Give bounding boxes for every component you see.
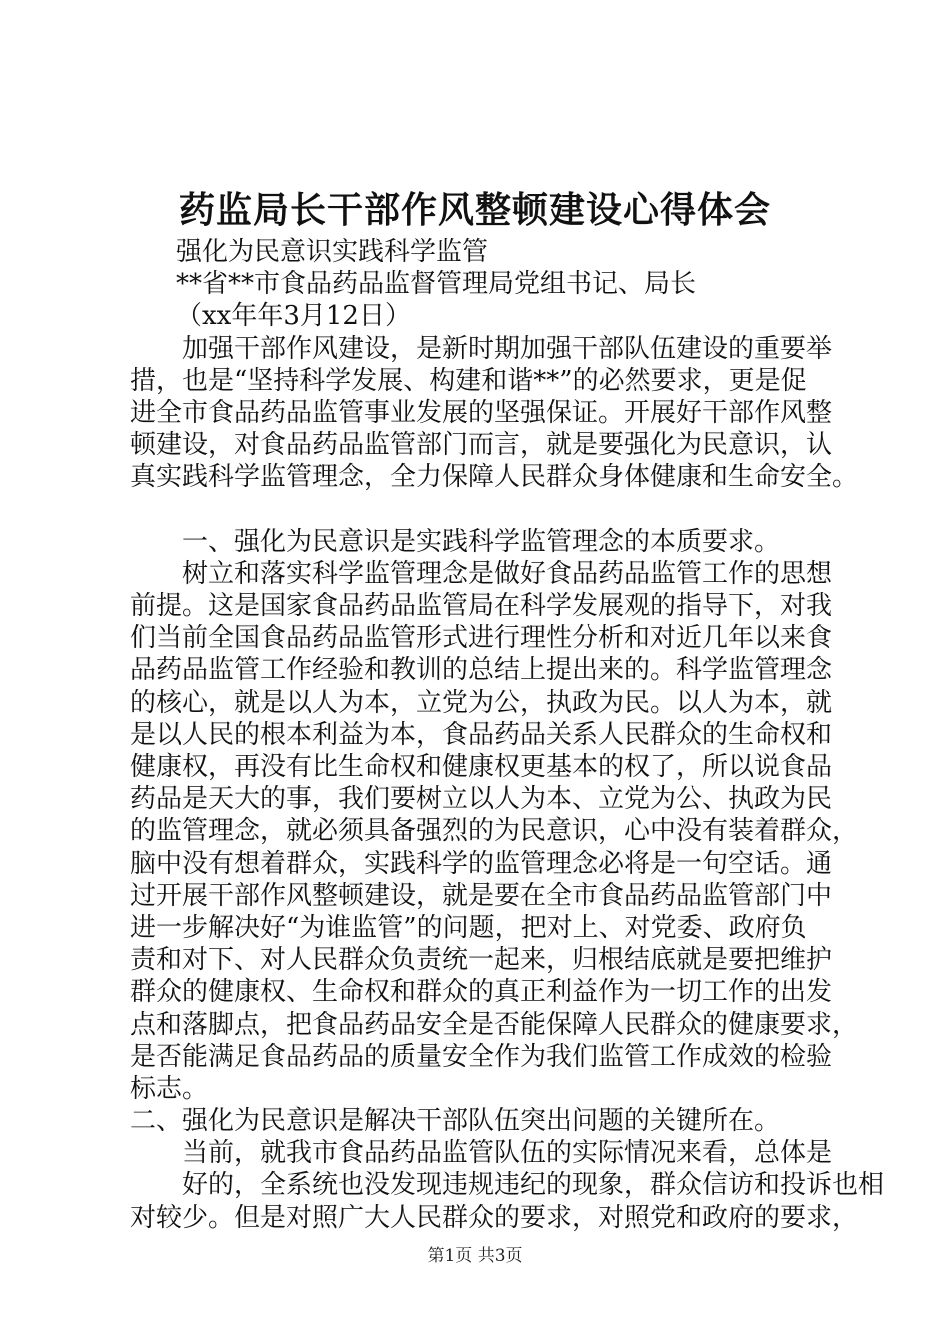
paragraph-line: 顿建设，对食品药品监管部门而言，就是要强化为民意识，认 — [130, 430, 833, 461]
section-heading-2: 当前，就我市食品药品监管队伍的实际情况来看，总体是 — [182, 1138, 833, 1169]
paragraph-line: 措，也是“坚持科学发展、构建和谐**”的必然要求，更是促 — [130, 365, 807, 396]
document-body — [130, 236, 885, 1298]
paragraph-line: 进全市食品药品监管事业发展的坚强保证。开展好干部作风整 — [130, 397, 833, 428]
paragraph-line: 们当前全国食品药品监管形式进行理性分析和对近几年以来食 — [130, 623, 833, 654]
subtitle-line: 强化为民意识实践科学监管 — [176, 237, 489, 267]
paragraph-spacer — [130, 494, 830, 526]
paragraph-line: 责和对下、对人民群众负责统一起来，归根结底就是要把维护 — [130, 945, 833, 976]
paragraph-line: 前提。这是国家食品药品监管局在科学发展观的指导下，对我 — [130, 591, 833, 622]
paragraph-line: 群众的健康权、生命权和群众的真正利益作为一切工作的出发 — [130, 977, 833, 1008]
paragraph-line: 过开展干部作风整顿建设，就是要在全市食品药品监管部门中 — [130, 880, 833, 911]
paragraph-line: 真实践科学监管理念，全力保障人民群众身体健康和生命安全。 — [130, 462, 859, 493]
paragraph-line: 进一步解决好“为谁监管”的问题，把对上、对党委、政府负 — [130, 912, 807, 943]
date-line: （xx年年3月12日） — [176, 301, 411, 332]
paragraph-line: 标志。 — [130, 1073, 209, 1104]
paragraph-line: 是以人民的根本利益为本，食品药品关系人民群众的生命权和 — [130, 719, 833, 750]
paragraph-line: 是否能满足食品药品的质量安全作为我们监管工作成效的检验 — [130, 1041, 833, 1072]
paragraph-line: 二、强化为民意识是解决干部队伍突出问题的关键所在。 — [130, 1106, 781, 1137]
paragraph-line — [130, 1266, 830, 1298]
section-heading-1: 一、强化为民意识是实践科学监管理念的本质要求。 — [182, 526, 781, 557]
paragraph-line: 对较少。但是对照广大人民群众的要求，对照党和政府的要求， — [130, 1202, 859, 1233]
paragraph-line: 树立和落实科学监管理念是做好食品药品监管工作的思想 — [182, 558, 833, 589]
paragraph-line: 的监管理念，就必须具备强烈的为民意识，心中没有装着群众， — [130, 816, 859, 847]
paragraph-line: 健康权，再没有比生命权和健康权更基本的权了，所以说食品 — [130, 752, 833, 782]
author-line: **省**市食品药品监督管理局党组书记、局长 — [176, 269, 697, 300]
paragraph-line: 好的，全系统也没发现违规违纪的现象，群众信访和投诉也相 — [182, 1170, 885, 1201]
paragraph-line: 脑中没有想着群众，实践科学的监管理念必将是一句空话。通 — [130, 848, 833, 879]
paragraph-line: 品药品监管工作经验和教训的总结上提出来的。科学监管理念 — [130, 655, 833, 686]
paragraph-line: 的核心，就是以人为本，立党为公，执政为民。以人为本，就 — [130, 687, 833, 718]
paragraph-line: 点和落脚点，把食品药品安全是否能保障人民群众的健康要求， — [130, 1009, 859, 1040]
paragraph-line: 药品是天大的事，我们要树立以人为本、立党为公、执政为民 — [130, 784, 833, 815]
document-title: 药监局长干部作风整顿建设心得体会 — [178, 189, 771, 231]
page-footer: 第1页 共3页 — [427, 1246, 523, 1266]
paragraph-line: 加强干部作风建设，是新时期加强干部队伍建设的重要举 — [182, 333, 833, 364]
